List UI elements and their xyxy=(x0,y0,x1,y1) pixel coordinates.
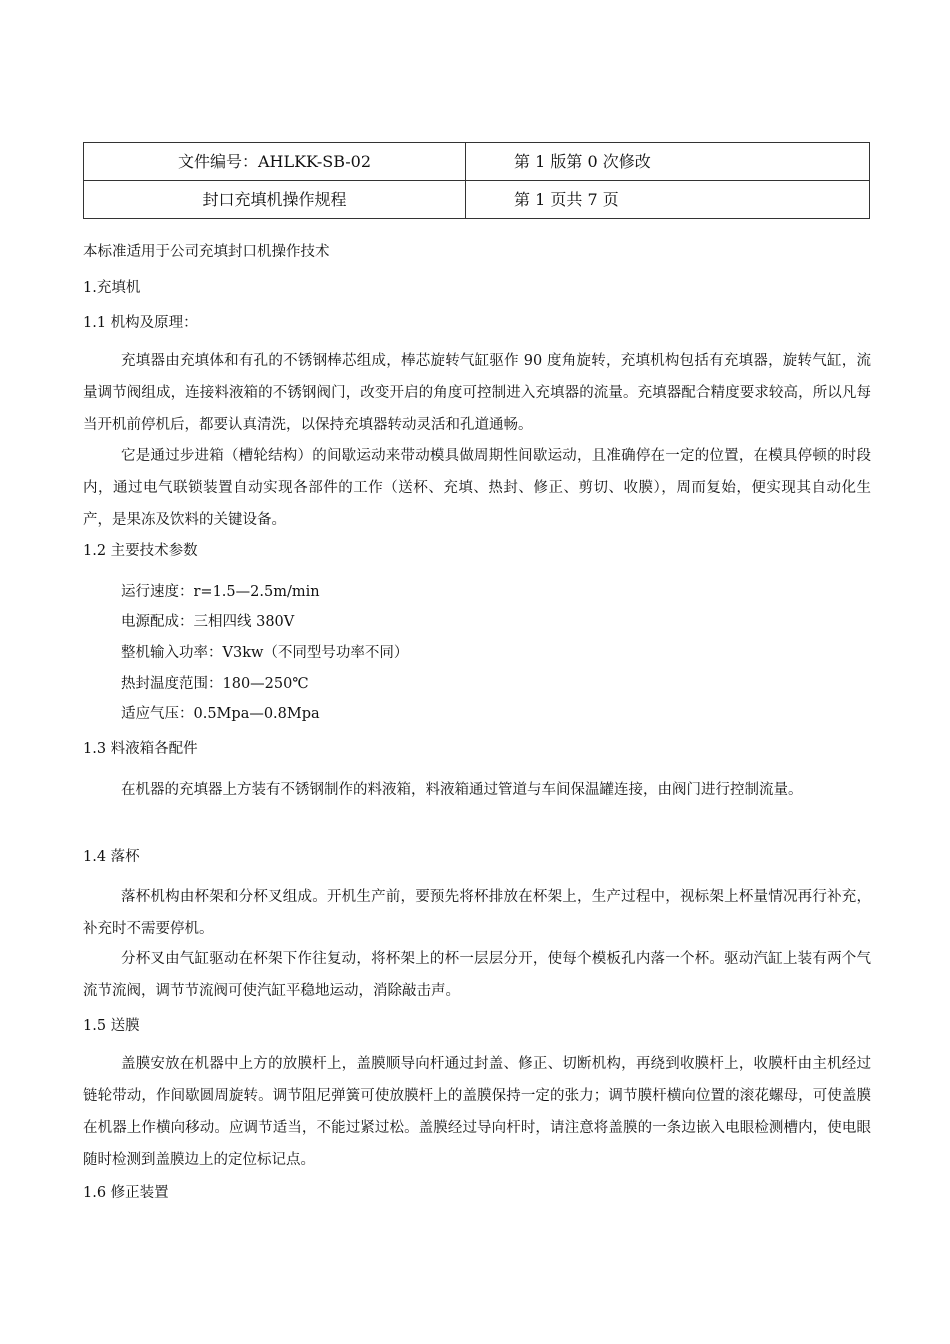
document-title: 封口充填机操作规程 xyxy=(84,181,466,219)
section-heading-1-5: 1.5 送膜 xyxy=(83,1018,140,1034)
spec-item: 整机输入功率：V3kw（不同型号功率不同） xyxy=(121,645,409,661)
paragraph-filler-structure: 充填器由充填体和有孔的不锈钢棒芯组成，棒芯旋转气缸驱作 90 度角旋转，充填机构包括有充填器，旋转气缸，流量调节阀组成，连接料液箱的不锈钢阀门，改变开启的角度可控制进入充填器的流量。充填器配合精度要求较高，所以凡每当开机前停机后，都要认真清洗，以保持充填器转动灵活和孔道通畅。 xyxy=(83,353,871,433)
document-version: 第 1 版第 0 次修改 xyxy=(466,143,870,181)
spec-item: 适应气压：0.5Mpa—0.8Mpa xyxy=(121,706,320,722)
header-row xyxy=(84,143,870,181)
spec-item: 电源配成：三相四线 380V xyxy=(121,614,295,630)
section-heading-1-3: 1.3 料液箱各配件 xyxy=(83,741,198,757)
paragraph-film-feed: 盖膜安放在机器中上方的放膜杆上，盖膜顺导向杆通过封盖、修正、切断机构，再绕到收膜杆上，收膜杆由主机经过链轮带动，作间歇圆周旋转。调节阻尼弹簧可使放膜杆上的盖膜保持一定的张力；调节膜杆横向位置的滚花螺母，可使盖膜在机器上作横向移动。应调节适当，不能过紧过松。盖膜经过导向杆时，请注意将盖膜的一条边嵌入电眼检测槽内，使电眼随时检测到盖膜边上的定位标记点。 xyxy=(83,1056,871,1168)
section-heading-1-2: 1.2 主要技术参数 xyxy=(83,543,198,559)
paragraph-cup-fork: 分杯叉由气缸驱动在杯架下作往复动，将杯架上的杯一层层分开，使每个模板孔内落一个杯。驱动汽缸上装有两个气流节流阀，调节节流阀可使汽缸平稳地运动，消除敲击声。 xyxy=(83,951,871,999)
paragraph-working-principle: 它是通过步进箱（槽轮结构）的间歇运动来带动模具做周期性间歇运动，且准确停在一定的位置，在模具停顿的时段内，通过电气联锁装置自动实现各部件的工作（送杯、充填、热封、修正、剪切、收膜），周而复始，便实现其自动化生产，是果冻及饮料的关键设备。 xyxy=(83,448,871,528)
document-number: 文件编号：AHLKK-SB-02 xyxy=(84,143,466,181)
paragraph-cup-drop: 落杯机构由杯架和分杯叉组成。开机生产前，要预先将杯排放在杯架上，生产过程中，视标架上杯量情况再行补充，补充时不需要停机。 xyxy=(83,889,871,937)
section-heading-1: 1.充填机 xyxy=(83,280,141,296)
document-header-table xyxy=(83,142,870,219)
paragraph-tank: 在机器的充填器上方装有不锈钢制作的料液箱，料液箱通过管道与车间保温罐连接，由阀门进行控制流量。 xyxy=(121,782,803,798)
intro-text: 本标准适用于公司充填封口机操作技术 xyxy=(83,244,330,260)
header-row xyxy=(84,181,870,219)
section-heading-1-6: 1.6 修正装置 xyxy=(83,1185,169,1201)
page-indicator: 第 1 页共 7 页 xyxy=(466,181,870,219)
section-heading-1-4: 1.4 落杯 xyxy=(83,849,140,865)
section-heading-1-1: 1.1 机构及原理： xyxy=(83,315,198,331)
spec-item: 热封温度范围：180—250℃ xyxy=(121,676,309,692)
spec-item: 运行速度：r=1.5—2.5m/min xyxy=(121,584,320,600)
